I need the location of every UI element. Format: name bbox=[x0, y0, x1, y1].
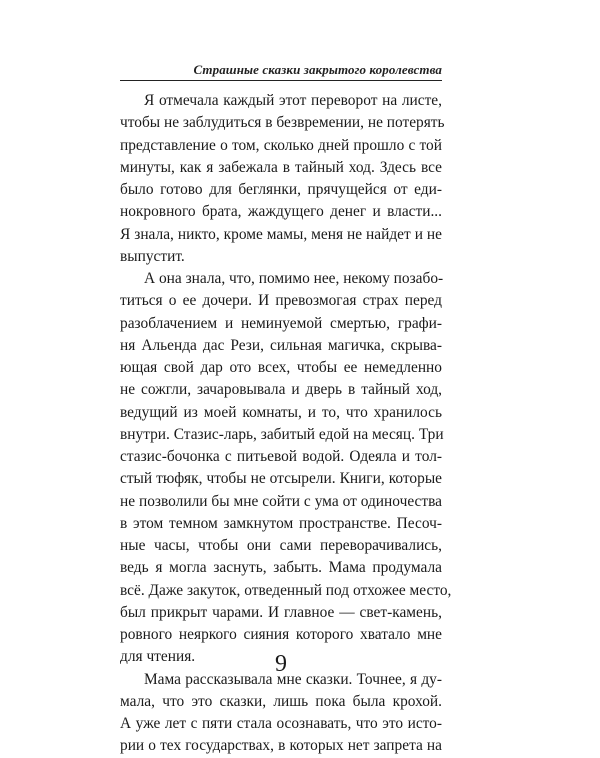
text-line: ные часы, чтобы они сами переворачивались, bbox=[120, 537, 442, 554]
text-line: мала, что это сказки, лишь пока была крохой. bbox=[120, 692, 442, 710]
text-line: не позволили бы мне сойти с ума от одиночества bbox=[120, 492, 442, 510]
text-line: ведущий из моей комнаты, и то, что хранилось bbox=[120, 403, 442, 421]
text-line: внутри. Стазис-ларь, забитый едой на месяц. Три bbox=[120, 425, 444, 443]
text-line: ведь я могла заснуть, забыть. Мама продумала bbox=[120, 559, 442, 577]
text-line: титься о ее дочери. И превозмогая страх перед bbox=[120, 292, 442, 310]
text-line: ня Альенда дас Рези, сильная магичка, скрыва- bbox=[120, 336, 442, 354]
text-line: ровного неяркого сияния которого хватало мне bbox=[120, 626, 442, 643]
text-line: Мама рассказывала мне сказки. Точнее, я ду- bbox=[144, 670, 442, 688]
page-number: 9 bbox=[275, 651, 287, 677]
text-line: было готово для беглянки, прячущейся от еди- bbox=[120, 181, 442, 198]
text-line: в этом темном замкнутом пространстве. Песоч- bbox=[120, 514, 442, 532]
text-line: Я отмечала каждый этот переворот на листе, bbox=[144, 92, 442, 109]
text-line: выпустит. bbox=[120, 247, 185, 265]
text-line: ющая свой дар ото всех, чтобы ее немедленно bbox=[120, 359, 442, 376]
text-line: стазис-бочонка с питьевой водой. Одеяла и тол- bbox=[120, 448, 442, 465]
header-rule bbox=[120, 80, 442, 81]
text-line: стый тюфяк, чтобы не отсырели. Книги, которые bbox=[120, 470, 442, 488]
text-line: разоблачением и неминуемой смертью, графи- bbox=[120, 314, 442, 332]
running-header: Страшные сказки закрытого королевства bbox=[193, 62, 442, 77]
text-line: минуты, как я забежала в тайный ход. Здесь все bbox=[120, 158, 442, 176]
text-line: рии о тех государствах, в которых нет запрета на bbox=[120, 737, 442, 755]
text-line: Я знала, никто, кроме мамы, меня не найдет и не bbox=[120, 225, 442, 243]
text-line: А уже лет с пяти стала осознавать, что это исто- bbox=[120, 715, 442, 732]
text-line: для чтения. bbox=[120, 648, 196, 666]
text-line: всё. Даже закуток, отведенный под отхожее место, bbox=[120, 581, 452, 599]
text-line: нокровного брата, жаждущего денег и власти... bbox=[120, 203, 442, 221]
text-line: был прикрыт чарами. И главное — свет-камень, bbox=[120, 603, 442, 621]
text-line: чтобы не заблудиться в безвремении, не потерять bbox=[120, 114, 445, 132]
text-line: не сожгли, зачаровывала и дверь в тайный ход, bbox=[120, 381, 442, 399]
text-line: А она знала, что, помимо нее, некому позабо- bbox=[144, 270, 444, 287]
text-line: представление о том, сколько дней прошло с той bbox=[120, 136, 442, 154]
